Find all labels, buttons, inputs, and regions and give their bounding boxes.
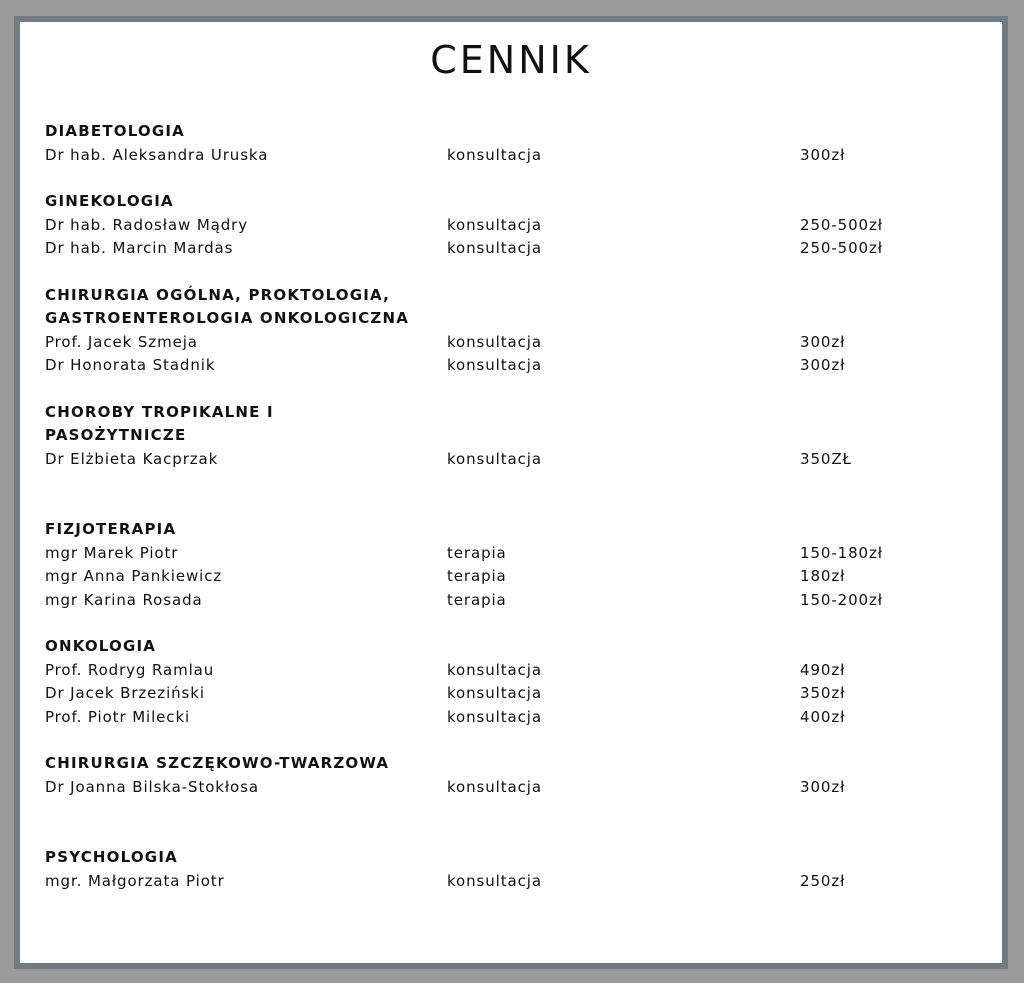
- section-heading: CHIRURGIA SZCZĘKOWO-TWARZOWA: [45, 754, 390, 772]
- service-price: 490zł: [800, 660, 846, 679]
- service-price: 300zł: [800, 332, 846, 351]
- section-heading: PSYCHOLOGIA: [45, 848, 178, 866]
- price-row: [45, 565, 985, 589]
- service-type: konsultacja: [447, 215, 542, 234]
- price-section: [45, 752, 985, 799]
- doctor-name: mgr Marek Piotr: [45, 543, 179, 562]
- price-row: [45, 776, 985, 800]
- section-heading: CHOROBY TROPIKALNE I PASOŻYTNICZE: [45, 402, 274, 444]
- service-price: 350ZŁ: [800, 449, 852, 468]
- doctor-name: mgr Karina Rosada: [45, 590, 203, 609]
- section-heading: DIABETOLOGIA: [45, 122, 185, 140]
- price-row: [45, 144, 985, 168]
- doctor-name: mgr Anna Pankiewicz: [45, 567, 223, 585]
- price-row: [45, 542, 985, 566]
- price-row: [45, 237, 985, 261]
- price-row: [45, 331, 985, 355]
- price-row: [45, 659, 985, 683]
- doctor-name: Dr hab. Radosław Mądry: [45, 215, 249, 234]
- service-price: 300zł: [800, 356, 846, 374]
- price-row: [45, 870, 985, 894]
- price-row: [45, 448, 985, 472]
- doctor-name: Dr Joanna Bilska-Stokłosa: [45, 777, 259, 796]
- service-type: konsultacja: [447, 777, 542, 796]
- service-price: 300zł: [800, 777, 846, 796]
- price-section: [45, 120, 985, 167]
- service-type: konsultacja: [447, 449, 542, 468]
- service-price: 150-180zł: [800, 543, 883, 562]
- service-type: konsultacja: [447, 660, 542, 679]
- section-heading: GINEKOLOGIA: [45, 192, 174, 210]
- doctor-name: Dr Elżbieta Kacprzak: [45, 449, 219, 468]
- section-heading: CHIRURGIA OGÓLNA, PROKTOLOGIA, GASTROENTEROLOGIA ONKOLOGICZNA: [45, 285, 410, 327]
- price-row: [45, 354, 985, 378]
- service-price: 180zł: [800, 567, 846, 585]
- service-type: konsultacja: [447, 145, 542, 164]
- price-row: [45, 682, 985, 706]
- doctor-name: Prof. Rodryg Ramlau: [45, 660, 215, 679]
- service-type: terapia: [447, 543, 507, 562]
- service-type: konsultacja: [447, 684, 542, 702]
- service-price: 250-500zł: [800, 215, 883, 234]
- price-row: [45, 589, 985, 613]
- doctor-name: Dr hab. Aleksandra Uruska: [45, 145, 269, 164]
- price-list-frame: [14, 16, 1008, 969]
- service-type: konsultacja: [447, 356, 542, 374]
- doctor-name: Prof. Piotr Milecki: [45, 707, 191, 726]
- service-price: 350zł: [800, 684, 846, 702]
- service-type: konsultacja: [447, 707, 542, 726]
- service-type: konsultacja: [447, 332, 542, 351]
- doctor-name: Dr Honorata Stadnik: [45, 356, 216, 374]
- service-price: 250zł: [800, 871, 846, 890]
- service-price: 300zł: [800, 145, 846, 164]
- section-heading: FIZJOTERAPIA: [45, 520, 177, 538]
- price-section: [45, 635, 985, 729]
- price-row: [45, 706, 985, 730]
- service-type: terapia: [447, 590, 507, 609]
- doctor-name: Dr Jacek Brzeziński: [45, 684, 205, 702]
- page-title: CENNIK: [430, 38, 592, 82]
- service-price: 400zł: [800, 707, 846, 726]
- price-section: [45, 284, 985, 378]
- price-section: [45, 518, 985, 612]
- price-section: [45, 846, 985, 893]
- service-type: terapia: [447, 567, 507, 585]
- service-price: 250-500zł: [800, 239, 883, 257]
- doctor-name: Prof. Jacek Szmeja: [45, 332, 198, 351]
- service-type: konsultacja: [447, 871, 542, 890]
- doctor-name: mgr. Małgorzata Piotr: [45, 871, 225, 890]
- price-row: [45, 214, 985, 238]
- section-heading: ONKOLOGIA: [45, 637, 157, 655]
- price-list: [45, 120, 985, 893]
- service-type: konsultacja: [447, 239, 542, 257]
- price-section: [45, 401, 985, 472]
- doctor-name: Dr hab. Marcin Mardas: [45, 239, 234, 257]
- price-section: [45, 190, 985, 261]
- service-price: 150-200zł: [800, 590, 883, 609]
